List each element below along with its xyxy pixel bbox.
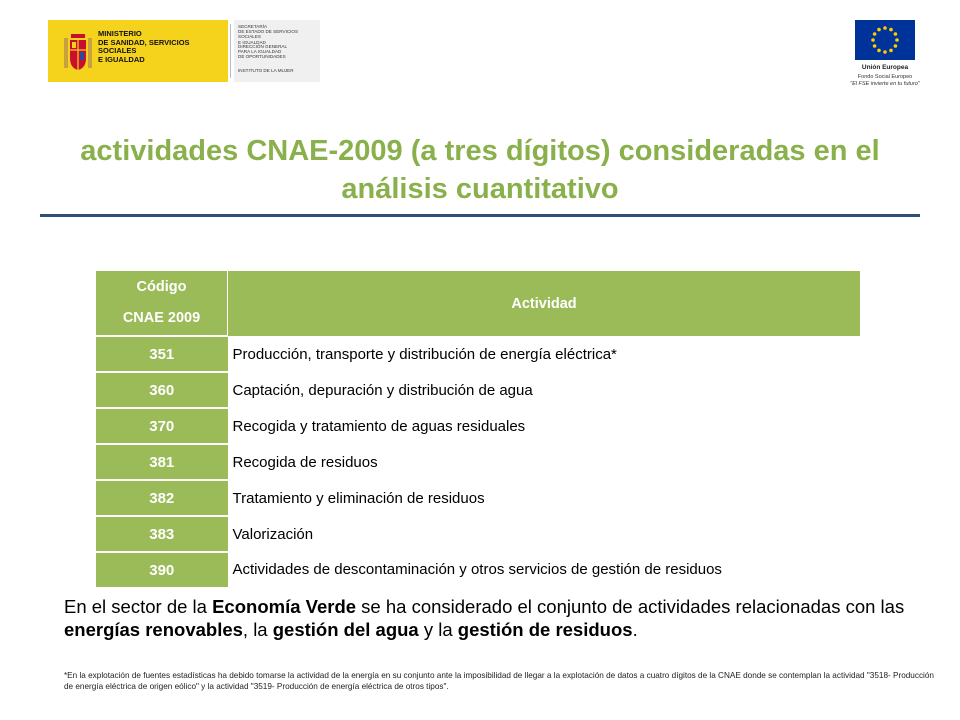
- table-row: [96, 552, 860, 587]
- ministry-name-line: DE SANIDAD, SERVICIOS SOCIALES: [98, 37, 190, 55]
- summary-paragraph: [64, 595, 944, 641]
- ministry-name-line: E IGUALDAD: [98, 54, 145, 64]
- row-activity: Recogida y tratamiento de aguas residuales: [228, 408, 861, 444]
- secretariat-line: E IGUALDAD: [238, 39, 266, 45]
- row-activity: Captación, depuración y distribución de agua: [228, 372, 861, 408]
- header-activity: Actividad: [228, 271, 861, 336]
- eu-logo: [838, 18, 932, 94]
- table-row: [96, 516, 860, 552]
- row-code: 351: [96, 336, 228, 372]
- row-code: 382: [96, 480, 228, 516]
- eu-fund-name: Fondo Social Europeo: [857, 74, 913, 80]
- header-code-line: CNAE 2009: [122, 310, 201, 326]
- directorate-name: [238, 44, 320, 60]
- page-title: actividades CNAE-2009 (a tres dígitos) consideradas en el análisis cuantitativo: [80, 135, 880, 205]
- paragraph-text: , la: [242, 619, 273, 640]
- directorate-line: DE OPORTUNIDADES: [238, 54, 286, 60]
- institute-name: INSTITUTO DE LA MUJER: [238, 68, 294, 73]
- coat-of-arms-icon: [62, 30, 94, 74]
- row-code: 390: [96, 552, 228, 587]
- row-activity: Recogida de residuos: [228, 444, 861, 480]
- ministry-logo: [48, 20, 320, 82]
- row-activity: Valorización: [228, 516, 861, 552]
- directorate-line: DIRECCIÓN GENERAL: [238, 44, 288, 49]
- header-code: [96, 271, 228, 336]
- eu-motto: "El FSE invierte en tu futuro": [850, 81, 920, 87]
- row-code: 381: [96, 444, 228, 480]
- row-activity: Tratamiento y eliminación de residuos: [228, 480, 861, 516]
- row-code: 360: [96, 372, 228, 408]
- secretariat-line: SECRETARÍA: [238, 24, 268, 29]
- table-header-row: [96, 271, 860, 336]
- paragraph-emphasis: gestión del agua: [272, 619, 419, 640]
- table-row: [96, 444, 860, 480]
- secretariat-line: DE ESTADO DE SERVICIOS SOCIALES: [238, 29, 299, 40]
- cnae-table: [96, 271, 860, 587]
- table-row: [96, 336, 860, 372]
- row-code: 370: [96, 408, 228, 444]
- ministry-name: [98, 30, 226, 64]
- footnote: *En la explotación de fuentes estadísticas ha debido tomarse la actividad de la energía en su conjunto ante la imposibilidad de llegar a la explotación de datos a cuatro dígitos de la CNAE donde se contemplan la actividad "3518- Producción de energía eléctrica de origen eólico" y la actividad "3519- Producción de energía eléctrica de otros tipos".: [64, 671, 934, 691]
- paragraph-text: se ha considerado el conjunto de actividades relacionadas con las: [356, 596, 905, 617]
- row-activity: Producción, transporte y distribución de energía eléctrica*: [228, 336, 861, 372]
- paragraph-emphasis: Economía Verde: [212, 596, 357, 617]
- paragraph-text: .: [632, 619, 638, 640]
- ministry-name-line: MINISTERIO: [98, 29, 142, 38]
- title-divider: [40, 214, 920, 217]
- paragraph-text: En el sector de la: [64, 596, 213, 617]
- eu-flag-icon: [855, 20, 915, 60]
- header-code-line: Código: [136, 279, 187, 295]
- paragraph-emphasis: gestión de residuos: [457, 619, 633, 640]
- secretariat-name: [238, 24, 320, 45]
- eu-name: Unión Europea: [861, 64, 909, 71]
- logo-divider: [230, 24, 231, 78]
- paragraph-text: y la: [418, 619, 458, 640]
- paragraph-emphasis: energías renovables: [64, 619, 243, 640]
- row-activity: Actividades de descontaminación y otros servicios de gestión de residuos: [228, 552, 861, 587]
- table-row: [96, 408, 860, 444]
- directorate-line: PARA LA IGUALDAD: [238, 49, 282, 55]
- row-code: 383: [96, 516, 228, 552]
- table-row: [96, 480, 860, 516]
- table-row: [96, 372, 860, 408]
